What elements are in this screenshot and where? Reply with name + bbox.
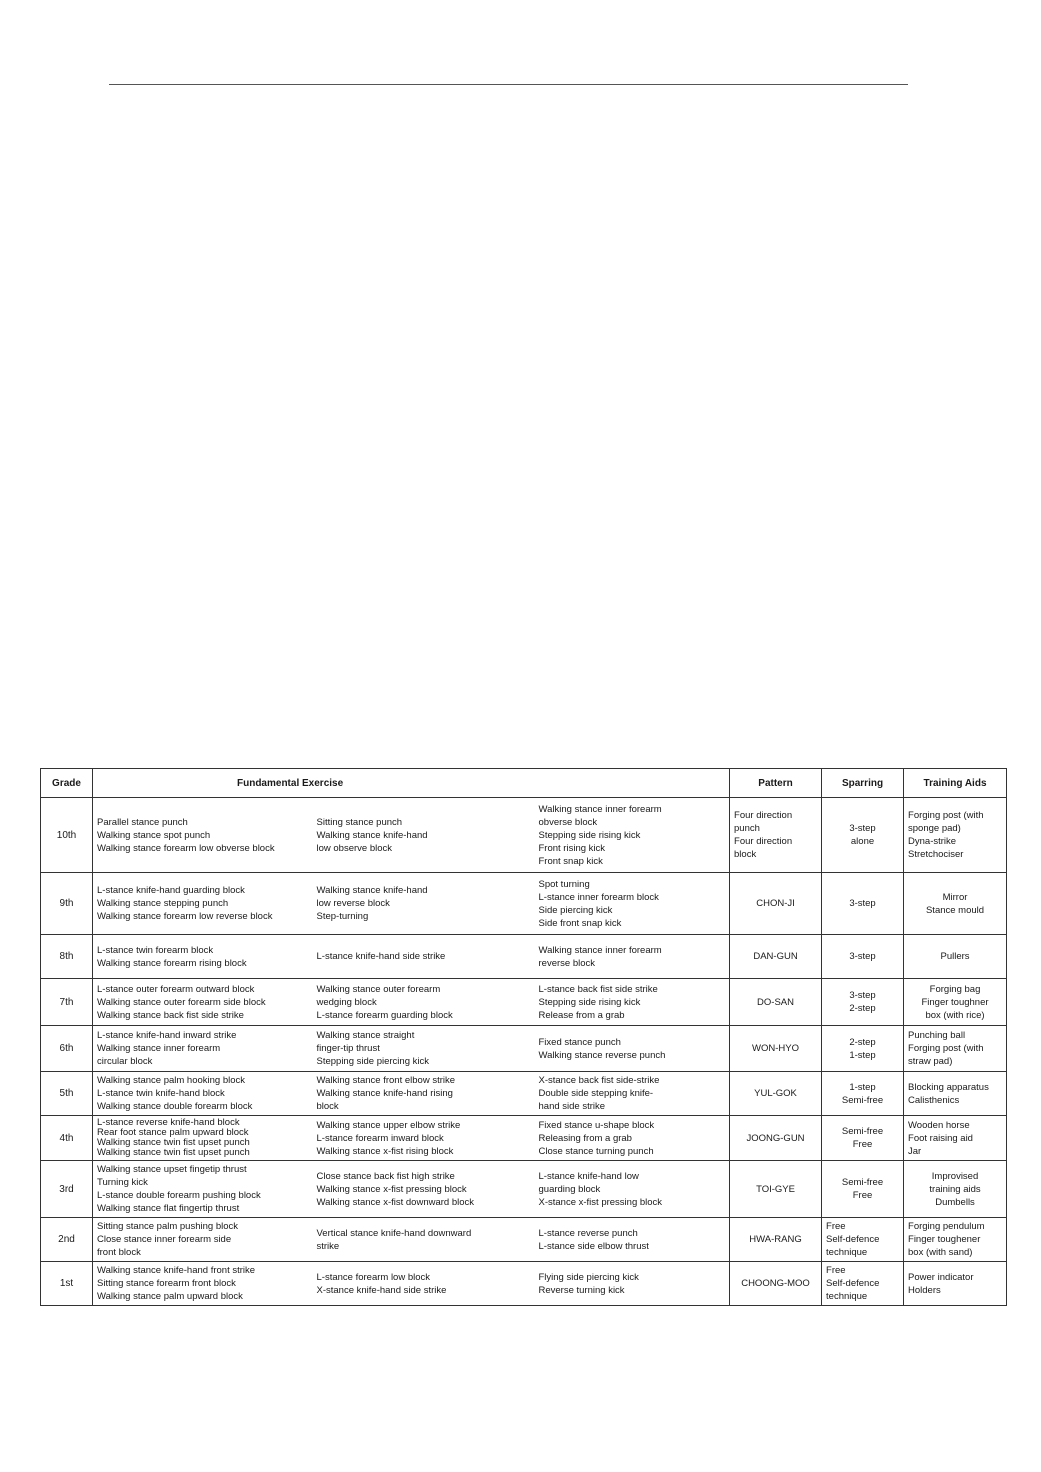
header-grade: Grade [41,769,93,798]
exercise-cell: Vertical stance knife-hand downward strike [313,1218,535,1262]
training-aids-cell: Blocking apparatus Calisthenics [904,1072,1007,1116]
table-row [41,1026,1007,1072]
header-rule [109,84,908,85]
exercise-cell: Parallel stance punch Walking stance spot punch Walking stance forearm low obverse block [93,798,313,873]
sparring-cell: 1-step Semi-free [822,1072,904,1116]
grade-cell: 7th [41,979,93,1026]
sparring-cell: Semi-free Free [822,1116,904,1161]
grade-cell: 5th [41,1072,93,1116]
training-aids-cell: Forging bag Finger toughner box (with rice) [904,979,1007,1026]
grade-cell: 3rd [41,1161,93,1218]
table-row [41,1218,1007,1262]
sparring-cell: Free Self-defence technique [822,1262,904,1306]
sparring-cell: Free Self-defence technique [822,1218,904,1262]
pattern-cell: WON-HYO [730,1026,822,1072]
training-aids-cell: Wooden horse Foot raising aid Jar [904,1116,1007,1161]
exercise-cell: Sitting stance punch Walking stance knife-hand low observe block [313,798,535,873]
grade-cell: 2nd [41,1218,93,1262]
exercise-cell: L-stance reverse knife-hand block Rear foot stance palm upward block Walking stance twin fist upset punch Walking stance twin fist upset punch [93,1116,313,1161]
exercise-cell: L-stance knife-hand side strike [313,935,535,979]
exercise-cell: Flying side piercing kick Reverse turning kick [535,1262,730,1306]
training-aids-cell: Improvised training aids Dumbells [904,1161,1007,1218]
table-row [41,1161,1007,1218]
header-training-aids: Training Aids [904,769,1007,798]
pattern-cell: JOONG-GUN [730,1116,822,1161]
exercise-cell: Walking stance front elbow strike Walking stance knife-hand rising block [313,1072,535,1116]
pattern-cell: CHON-JI [730,873,822,935]
table-row [41,1072,1007,1116]
exercise-cell: Walking stance knife-hand low reverse block Step-turning [313,873,535,935]
pattern-cell: TOI-GYE [730,1161,822,1218]
sparring-cell: 3-step [822,873,904,935]
pattern-cell: HWA-RANG [730,1218,822,1262]
pattern-cell: DAN-GUN [730,935,822,979]
training-aids-cell: Mirror Stance mould [904,873,1007,935]
sparring-cell: 3-step alone [822,798,904,873]
exercise-cell: X-stance back fist side-strike Double side stepping knife- hand side strike [535,1072,730,1116]
exercise-cell: Walking stance palm hooking block L-stance twin knife-hand block Walking stance double forearm block [93,1072,313,1116]
header-pattern: Pattern [730,769,822,798]
exercise-cell: Walking stance knife-hand front strike Sitting stance forearm front block Walking stance palm upward block [93,1262,313,1306]
grade-cell: 6th [41,1026,93,1072]
table-row [41,1116,1007,1161]
exercise-cell: Fixed stance u-shape block Releasing from a grab Close stance turning punch [535,1116,730,1161]
sparring-cell: 2-step 1-step [822,1026,904,1072]
table-row [41,1262,1007,1306]
training-aids-cell: Forging post (with sponge pad) Dyna-strike Stretchociser [904,798,1007,873]
grade-cell: 8th [41,935,93,979]
exercise-cell: L-stance knife-hand low guarding block X-stance x-fist pressing block [535,1161,730,1218]
exercise-cell: Walking stance outer forearm wedging block L-stance forearm guarding block [313,979,535,1026]
exercise-cell: Walking stance upset fingetip thrust Turning kick L-stance double forearm pushing block Walking stance flat fingertip thrust [93,1161,313,1218]
grade-cell: 4th [41,1116,93,1161]
exercise-cell: L-stance forearm low block X-stance knife-hand side strike [313,1262,535,1306]
grade-cell: 10th [41,798,93,873]
header-sparring: Sparring [822,769,904,798]
exercise-cell: L-stance outer forearm outward block Walking stance outer forearm side block Walking stance back fist side strike [93,979,313,1026]
sparring-cell: 3-step [822,935,904,979]
pattern-cell: Four direction punch Four direction block [730,798,822,873]
exercise-cell: Close stance back fist high strike Walking stance x-fist pressing block Walking stance x-fist downward block [313,1161,535,1218]
exercise-cell: L-stance back fist side strike Stepping side rising kick Release from a grab [535,979,730,1026]
exercise-cell: Walking stance straight finger-tip thrust Stepping side piercing kick [313,1026,535,1072]
grade-requirements-table [40,768,1007,1306]
training-aids-cell: Punching ball Forging post (with straw pad) [904,1026,1007,1072]
exercise-cell: L-stance knife-hand inward strike Walking stance inner forearm circular block [93,1026,313,1072]
sparring-cell: Semi-free Free [822,1161,904,1218]
exercise-cell: L-stance twin forearm block Walking stance forearm rising block [93,935,313,979]
exercise-cell: Sitting stance palm pushing block Close stance inner forearm side front block [93,1218,313,1262]
exercise-cell: Walking stance upper elbow strike L-stance forearm inward block Walking stance x-fist rising block [313,1116,535,1161]
table-header-row [41,769,1007,798]
exercise-cell: Walking stance inner forearm obverse block Stepping side rising kick Front rising kick Front snap kick [535,798,730,873]
exercise-cell: L-stance reverse punch L-stance side elbow thrust [535,1218,730,1262]
table-row [41,935,1007,979]
table-row [41,798,1007,873]
grade-cell: 1st [41,1262,93,1306]
training-aids-cell: Pullers [904,935,1007,979]
pattern-cell: DO-SAN [730,979,822,1026]
exercise-cell: Walking stance inner forearm reverse block [535,935,730,979]
sparring-cell: 3-step 2-step [822,979,904,1026]
header-fundamental-exercise: Fundamental Exercise [93,769,730,798]
exercise-cell: L-stance knife-hand guarding block Walking stance stepping punch Walking stance forearm low reverse block [93,873,313,935]
exercise-cell: Spot turning L-stance inner forearm block Side piercing kick Side front snap kick [535,873,730,935]
grade-cell: 9th [41,873,93,935]
pattern-cell: YUL-GOK [730,1072,822,1116]
training-aids-cell: Power indicator Holders [904,1262,1007,1306]
table-row [41,979,1007,1026]
exercise-cell: Fixed stance punch Walking stance reverse punch [535,1026,730,1072]
table-row [41,873,1007,935]
pattern-cell: CHOONG-MOO [730,1262,822,1306]
training-aids-cell: Forging pendulum Finger toughener box (with sand) [904,1218,1007,1262]
